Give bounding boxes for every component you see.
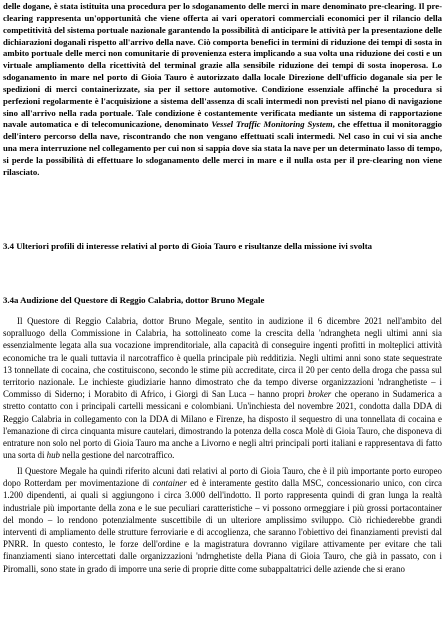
vessel-system-name: Vessel Traffic Monitoring System — [211, 119, 333, 130]
p1-text-part3: nella gestione del narcotraffico. — [59, 450, 175, 461]
p2-text-part2: ed è interamente gestito dalla MSC, concessionario unico, con circa 1.200 dipendenti, ai quali si aggiungono i circa 3.000 dell'indotto. Il porto rappresenta quindi di gran lunga la realtà industriale più importante della zona e le sue peculiari caratteristiche – vi possono ormeggiare i più grossi portacontainer del mondo – lo rendono potenzialmente suscettibile di un ulteriore amplissimo sviluppo. Ciò richiederebbe grandi interventi di ampliamento delle strutture ferroviarie e di accoglienza, che saranno l'obiettivo dei finanziamenti previsti dal PNRR. In questo contesto, le forze dell'ordine e la magistratura dovranno vigilare attivamente per evitare che tali finanziamenti siano intercettati dalle organizzazioni 'ndrnghetiste della Piana di Gioia Tauro, che già in passato, con i Piromalli, sono state in grado di imporre una serie di proprie ditte come subappaltatrici delle aziende che si erano — [3, 478, 442, 574]
body-paragraph-2 — [3, 465, 442, 575]
section-heading: 3.4 Ulteriori profili di interesse relativi al porto di Gioia Tauro e risultanze della missione ivi svolta — [3, 241, 373, 251]
term-broker: broker — [307, 389, 332, 400]
p1-text-part1: Il Questore di Reggio Calabria, dottor Bruno Megale, sentito in audizione il 6 dicembre 2021 nell'ambito del sopralluogo della Commissione in Calabria, ha sottolineato come la crescita della 'ndrangheta negli ultimi anni sia essenzialmente legata alla sua vocazione imprenditoriale, alla capacità di conseguire ingenti profitti in molteplici attività economiche tra le quali tuttavia il narcotraffico è quella principale più redditizia. Negli ultimi anni sono state sequestrate 13 tonnellate di cocaina, che costituiscono, secondo le stime più accreditate, circa il 20 per cento della droga che passa sul territorio nazionale. Le inchieste giudiziarie hanno dimostrato che da tempo diverse organizzazioni 'ndranghetiste – i Commisso di Siderno; i Morabito di Africo, i Giorgi di San Luca – hanno propri — [3, 316, 442, 400]
term-container: container — [152, 478, 187, 489]
p2-text-part1: Il Questore Megale ha quindi riferito alcuni dati relativi al porto di Gioia Tauro, che è il più importante porto europeo dopo Rotterdam per movimentazione di — [3, 466, 442, 489]
intro-text-part2: , che effettua il monitoraggio dell'intero percorso della nave, riscontrando che non vengano effettuati scali intermedi. Nel caso in cui vi sia anche una mera interruzione nel collegamento per cui non si sappia dove sia stata la nave per un determinato lasso di tempo, si perde la possibilità di effettuare lo sdoganamento delle merci in mare e il nulla osta per il pre-clearing non viene rilasciato. — [3, 119, 442, 177]
body-paragraph-1 — [3, 315, 442, 461]
intro-paragraph — [3, 1, 442, 179]
term-hub: hub — [46, 450, 60, 461]
p1-text-part2: che operano in Sudamerica a stretto contatto con i principali cartelli messicani e colombiani. Un'inchiesta del novembre 2021, condotta dalla DDA di Reggio Calabria in collegamento con la DDA di Milano e Firenze, ha disposto il sequestro di una tonnellata di cocaina e l'emanazione di circa cinquanta misure cautelari, dimostrando la potenza della cosca Molè di Gioia Tauro, che disponeva di entrature non solo nel porto di Gioia Tauro ma anche a Livorno e negli altri principali porti italiani e rappresentava di fatto una sorta di — [3, 389, 442, 461]
subsection-heading: 3.4a Audizione del Questore di Reggio Calabria, dottor Bruno Megale — [3, 295, 265, 305]
intro-text-part1: delle dogane, è stata istituita una procedura per lo sdoganamento delle merci in mare denominato pre-clearing. Il pre-clearing rappresenta un'opportunità che viene offerta ai vari operatori commerciali economici per il rilancio della competitività del sistema portuale nazionale garantendo la possibilità di anticipare le attività per la presentazione delle dichiarazioni doganali rispetto all'arrivo della nave. Ciò comporta benefici in termini di riduzione dei tempi di sosta in ambito portuale delle merci non comunitarie di provenienza estera implicando a sua volta una riduzione dei costi e un virtuale ampliamento della ricettività del terminal grazie alla sensibile riduzione dei tempi di sosta inoperosa. Lo sdoganamento in mare nel porto di Gioia Tauro è autorizzato dalla locale Direzione dell'ufficio doganale sia per le spedizioni di merci containerizzate, sia per il settore automotive. Condizione essenziale affinché la procedura si perfezioni regolarmente è l'acquisizione a sistema dell'assenza di scali intermedi non previsti nel piano di navigazione sino all'arrivo nella rada portuale. Tale condizione è costantemente verificata mediante un sistema di rapportazione navale automatica e di telecomunicazione, denominato — [3, 1, 442, 130]
